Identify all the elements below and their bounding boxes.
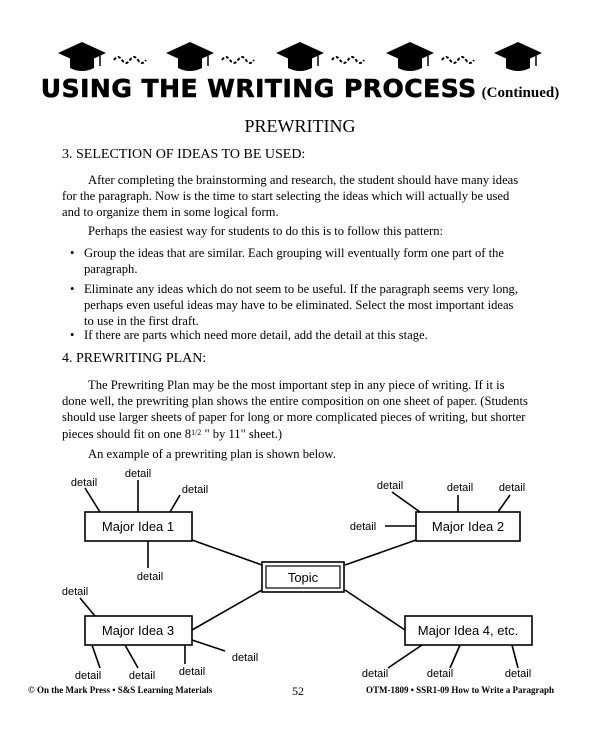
graduation-cap-icon — [58, 42, 106, 71]
section-3-paragraph-2: Perhaps the easiest way for students to do this is to follow this pattern: — [88, 224, 444, 238]
paragraph-line: done well, the prewriting plan shows the entire composition on one sheet of paper. (Students — [62, 394, 528, 408]
section-4-paragraph-1 — [62, 377, 542, 442]
detail-label: detail — [504, 668, 532, 680]
fraction-numerator: 1 — [191, 428, 196, 437]
list-item-line: perhaps even useful ideas may have to be eliminated. Select the most important ideas — [84, 298, 514, 312]
squiggle-icon — [222, 57, 254, 63]
bullet-icon: • — [70, 246, 75, 260]
fraction-denominator: 2 — [197, 428, 202, 437]
detail-label: detail — [349, 521, 377, 533]
detail-label: detail — [178, 666, 206, 678]
bullet-icon: • — [70, 328, 75, 342]
paragraph-line: should use larger sheets of paper for long or more complicated pieces of writing, but shorter — [62, 410, 526, 424]
detail-label: detail — [498, 482, 526, 494]
page-title-text: USING THE WRITING PROCESS — [40, 74, 477, 103]
list-item — [70, 281, 550, 331]
list-item-line: If there are parts which need more detail, add the detail at this stage. — [84, 328, 428, 342]
paragraph-line: and to organize them in some logical form. — [62, 205, 279, 219]
squiggle-icon — [442, 57, 474, 63]
squiggle-icon — [114, 57, 146, 63]
list-item-line: Group the ideas that are similar. Each grouping will eventually form one part of the — [84, 246, 505, 260]
detail-label: detail — [70, 477, 98, 489]
page-subtitle: PREWRITING — [244, 116, 356, 136]
list-item-line: paragraph. — [84, 262, 138, 276]
footer-publisher: © On the Mark Press • S&S Learning Materials — [28, 685, 213, 695]
detail-label: detail — [426, 668, 454, 680]
page-title — [0, 74, 600, 103]
list-item — [70, 327, 550, 345]
detail-label: detail — [128, 670, 156, 680]
paragraph-line: for the paragraph. Now is the time to start selecting the ideas which will actually be used — [62, 189, 510, 203]
page-title-suffix: (Continued) — [481, 85, 560, 101]
list-item — [70, 245, 550, 279]
detail-label: detail — [446, 482, 474, 494]
list-item-line: Eliminate any ideas which do not seem to be useful. If the paragraph seems very long, — [84, 282, 519, 296]
squiggle-icon — [332, 57, 364, 63]
major-idea-2-label: Major Idea 2 — [431, 519, 505, 534]
graduation-cap-icon — [494, 42, 542, 71]
major-idea-3-label: Major Idea 3 — [101, 623, 175, 638]
detail-label: detail — [136, 571, 164, 583]
list-item-line: to use in the first draft. — [84, 314, 199, 328]
page-number: 52 — [292, 684, 304, 698]
detail-label: detail — [181, 484, 209, 496]
graduation-cap-banner — [0, 38, 600, 78]
paragraph-line — [62, 425, 542, 442]
graduation-cap-icon — [166, 42, 214, 71]
detail-label: detail — [376, 480, 404, 492]
detail-label: detail — [124, 468, 152, 480]
paragraph-line-text: pieces should fit on one 8 — [62, 427, 192, 441]
prewriting-plan-diagram — [0, 465, 600, 680]
section-4-heading: 4. PREWRITING PLAN: — [62, 351, 207, 366]
major-idea-4-label: Major Idea 4, etc. — [417, 623, 519, 638]
section-3-paragraph-1 — [62, 172, 542, 220]
graduation-cap-icon — [386, 42, 434, 71]
paragraph-line: The Prewriting Plan may be the most important step in any piece of writing. If it is — [88, 378, 505, 392]
section-3-heading: 3. SELECTION OF IDEAS TO BE USED: — [62, 147, 306, 162]
detail-label: detail — [361, 668, 389, 680]
topic-label: Topic — [287, 570, 319, 585]
bullet-icon: • — [70, 282, 75, 296]
detail-label: detail — [74, 670, 102, 680]
detail-label: detail — [231, 652, 259, 664]
paragraph-line-text: " by 11" sheet.) — [201, 427, 283, 441]
footer-product-code: OTM-1809 • SSR1-09 How to Write a Paragraph — [366, 685, 555, 695]
major-idea-1-label: Major Idea 1 — [101, 519, 175, 534]
paragraph-line: After completing the brainstorming and research, the student should have many ideas — [88, 173, 519, 187]
fraction: 1/2 — [191, 428, 202, 437]
detail-label: detail — [61, 586, 89, 598]
section-4-paragraph-2: An example of a prewriting plan is shown below. — [88, 447, 336, 461]
graduation-cap-icon — [276, 42, 324, 71]
